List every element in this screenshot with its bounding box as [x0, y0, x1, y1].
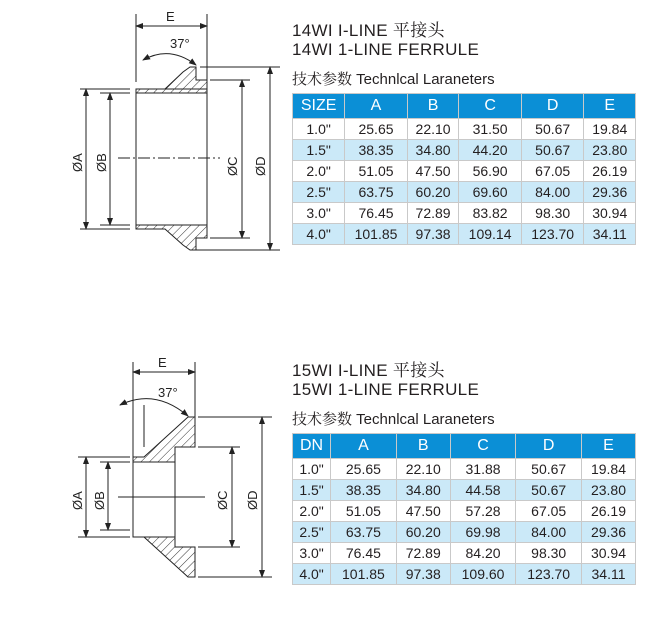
dim-a-label: ØA — [70, 153, 85, 172]
table-cell: 109.60 — [450, 564, 516, 585]
table-cell: 72.89 — [396, 543, 450, 564]
dim-d-label: ØD — [253, 156, 268, 176]
table-cell: 29.36 — [582, 522, 636, 543]
column-header: D — [521, 94, 584, 119]
table-cell: 84.00 — [516, 522, 582, 543]
table-row — [293, 182, 636, 203]
column-header: E — [582, 434, 636, 459]
table-header-row — [293, 434, 636, 459]
table-row — [293, 459, 636, 480]
dim-e-label: E — [158, 355, 167, 370]
table-cell: 50.67 — [516, 480, 582, 501]
table-cell: 38.35 — [331, 480, 397, 501]
table-cell: 51.05 — [345, 161, 408, 182]
table-cell: 47.50 — [407, 161, 458, 182]
section-title-cn: 14WI I-LINE 平接头 — [292, 21, 445, 40]
table-row — [293, 564, 636, 585]
column-header: B — [396, 434, 450, 459]
spec-subtitle: 技术参数 Technlcal Laraneters — [292, 411, 495, 428]
table-cell: 3.0" — [293, 543, 331, 564]
table-cell: 109.14 — [459, 224, 522, 245]
table-cell: 22.10 — [396, 459, 450, 480]
section-title-en: 15WI 1-LINE FERRULE — [292, 380, 480, 399]
table-cell: 1.5" — [293, 480, 331, 501]
column-header: C — [459, 94, 522, 119]
table-cell: 34.11 — [582, 564, 636, 585]
table-cell: 26.19 — [584, 161, 636, 182]
table-cell: 67.05 — [521, 161, 584, 182]
table-row — [293, 501, 636, 522]
column-header: DN — [293, 434, 331, 459]
table-cell: 31.88 — [450, 459, 516, 480]
table-cell: 25.65 — [345, 119, 408, 140]
table-row — [293, 203, 636, 224]
column-header: B — [407, 94, 458, 119]
table-row — [293, 161, 636, 182]
table-cell: 19.84 — [582, 459, 636, 480]
table-cell: 72.89 — [407, 203, 458, 224]
column-header: C — [450, 434, 516, 459]
angle-label: 37° — [170, 36, 190, 51]
section-title-cn: 15WI I-LINE 平接头 — [292, 361, 445, 380]
table-cell: 84.20 — [450, 543, 516, 564]
table-cell: 76.45 — [331, 543, 397, 564]
table-cell: 22.10 — [407, 119, 458, 140]
spec-table — [292, 93, 636, 245]
table-row — [293, 480, 636, 501]
table-row — [293, 119, 636, 140]
table-cell: 1.5" — [293, 140, 345, 161]
table-cell: 38.35 — [345, 140, 408, 161]
angle-label: 37° — [158, 385, 178, 400]
table-cell: 123.70 — [521, 224, 584, 245]
dim-c-label: ØC — [225, 156, 240, 176]
table-cell: 1.0" — [293, 459, 331, 480]
table-cell: 30.94 — [584, 203, 636, 224]
table-cell: 1.0" — [293, 119, 345, 140]
table-cell: 98.30 — [516, 543, 582, 564]
table-cell: 2.0" — [293, 501, 331, 522]
column-header: D — [516, 434, 582, 459]
table-cell: 34.80 — [407, 140, 458, 161]
dim-b-label: ØB — [92, 491, 107, 510]
table-cell: 97.38 — [396, 564, 450, 585]
table-cell: 57.28 — [450, 501, 516, 522]
table-cell: 67.05 — [516, 501, 582, 522]
table-cell: 83.82 — [459, 203, 522, 224]
table-cell: 4.0" — [293, 564, 331, 585]
table-cell: 29.36 — [584, 182, 636, 203]
table-cell: 76.45 — [345, 203, 408, 224]
spec-subtitle: 技术参数 Technlcal Laraneters — [292, 71, 495, 88]
dim-c-label: ØC — [215, 490, 230, 510]
table-cell: 101.85 — [331, 564, 397, 585]
table-cell: 26.19 — [582, 501, 636, 522]
table-cell: 2.5" — [293, 522, 331, 543]
table-row — [293, 224, 636, 245]
dim-b-label: ØB — [94, 153, 109, 172]
table-cell: 23.80 — [582, 480, 636, 501]
table-cell: 98.30 — [521, 203, 584, 224]
table-cell: 63.75 — [331, 522, 397, 543]
table-cell: 84.00 — [521, 182, 584, 203]
table-cell: 30.94 — [582, 543, 636, 564]
table-cell: 60.20 — [407, 182, 458, 203]
column-header: E — [584, 94, 636, 119]
column-header: A — [331, 434, 397, 459]
column-header: A — [345, 94, 408, 119]
table-cell: 63.75 — [345, 182, 408, 203]
table-row — [293, 543, 636, 564]
table-cell: 101.85 — [345, 224, 408, 245]
table-cell: 2.5" — [293, 182, 345, 203]
table-cell: 56.90 — [459, 161, 522, 182]
table-cell: 97.38 — [407, 224, 458, 245]
dim-d-label: ØD — [245, 490, 260, 510]
table-cell: 50.67 — [521, 140, 584, 161]
table-cell: 25.65 — [331, 459, 397, 480]
table-cell: 23.80 — [584, 140, 636, 161]
table-cell: 3.0" — [293, 203, 345, 224]
section-title-en: 14WI 1-LINE FERRULE — [292, 40, 480, 59]
dim-e-label: E — [166, 9, 175, 24]
table-cell: 50.67 — [521, 119, 584, 140]
table-cell: 19.84 — [584, 119, 636, 140]
table-cell: 2.0" — [293, 161, 345, 182]
table-header-row — [293, 94, 636, 119]
table-cell: 44.20 — [459, 140, 522, 161]
table-row — [293, 140, 636, 161]
column-header: SIZE — [293, 94, 345, 119]
table-cell: 60.20 — [396, 522, 450, 543]
table-row — [293, 522, 636, 543]
table-cell: 51.05 — [331, 501, 397, 522]
table-cell: 44.58 — [450, 480, 516, 501]
table-cell: 69.98 — [450, 522, 516, 543]
dim-a-label: ØA — [70, 491, 85, 510]
table-cell: 50.67 — [516, 459, 582, 480]
table-cell: 4.0" — [293, 224, 345, 245]
table-cell: 123.70 — [516, 564, 582, 585]
spec-table — [292, 433, 636, 585]
table-cell: 31.50 — [459, 119, 522, 140]
table-cell: 34.80 — [396, 480, 450, 501]
table-cell: 34.11 — [584, 224, 636, 245]
table-cell: 69.60 — [459, 182, 522, 203]
table-cell: 47.50 — [396, 501, 450, 522]
